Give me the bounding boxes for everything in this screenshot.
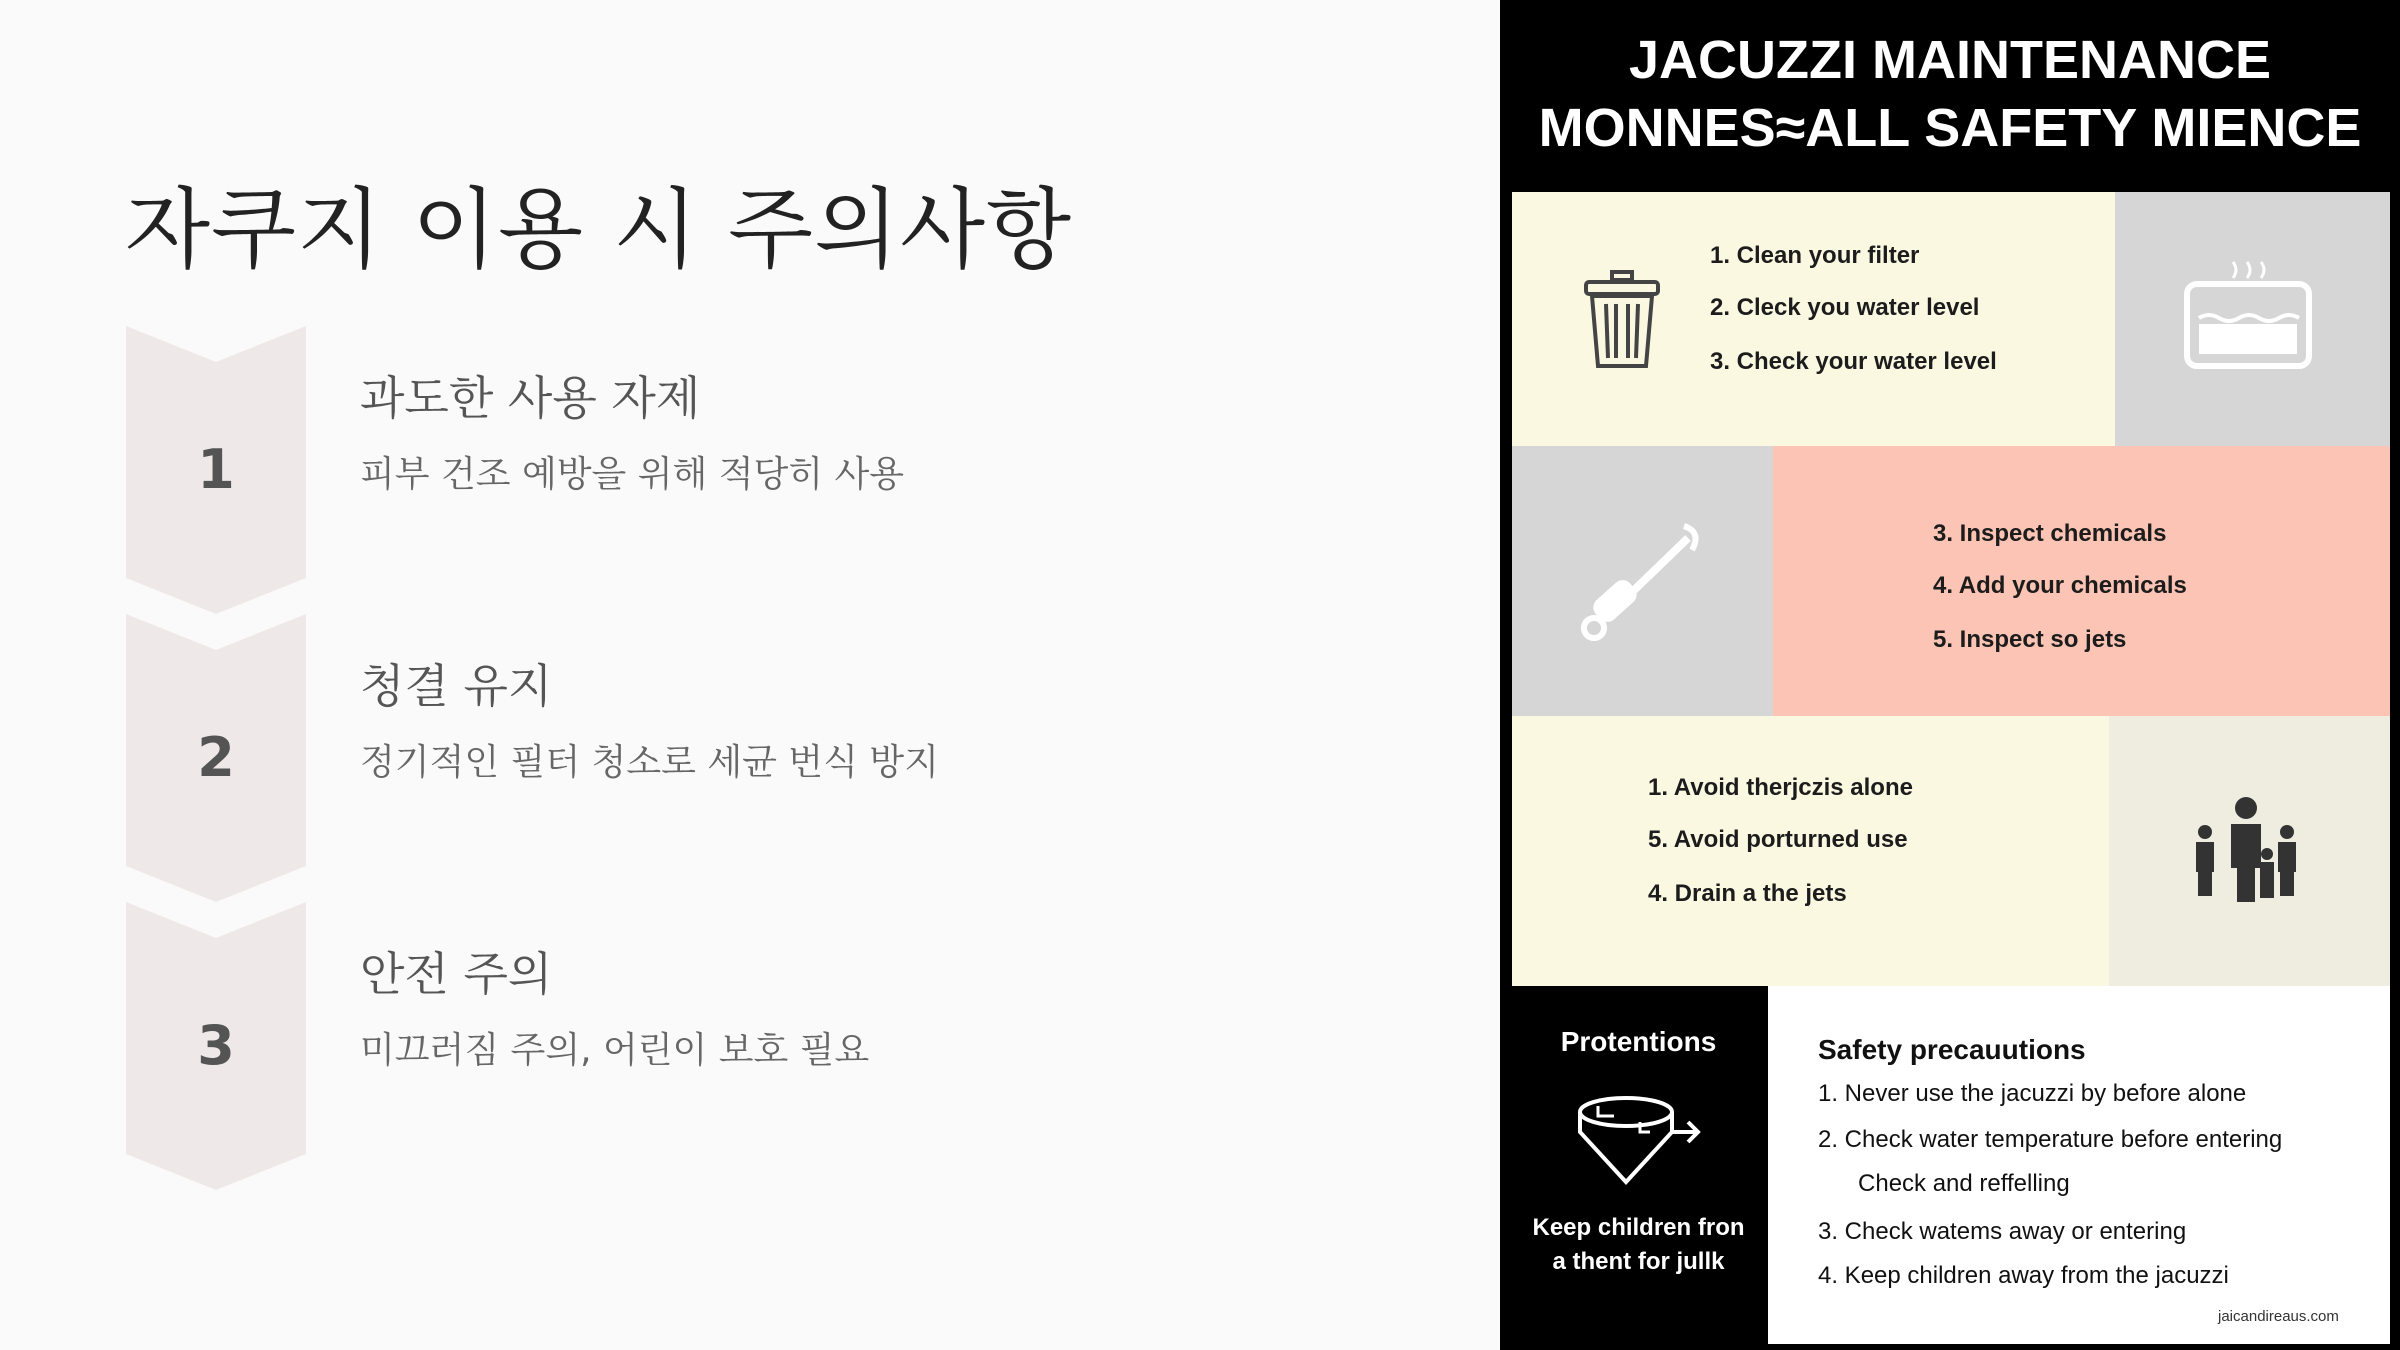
scrubber-icon: [1572, 516, 1712, 650]
poster-title-line1: JACUZZI MAINTENANCE: [1629, 30, 2271, 90]
protentions-panel: [1510, 986, 1767, 1344]
step-2-title: 청결 유지: [360, 659, 553, 713]
panel1-item-2: 2. Cleck you water level: [1710, 294, 1980, 321]
poster-image: [1500, 0, 2400, 1350]
panel-scrubber-image: [1512, 446, 1773, 716]
panel-bath-image: [2115, 192, 2390, 446]
poster-title: [1500, 26, 2400, 162]
panel-avoid: [1512, 716, 2109, 986]
safety-item-3: 3. Check watems away or entering: [1818, 1218, 2187, 1245]
bucket-icon: [1574, 1092, 1704, 1196]
safety-item-2b: Check and reffelling: [1818, 1170, 2070, 1197]
panel-family-image: [2109, 716, 2390, 986]
step-3-title: 안전 주의: [360, 947, 553, 1001]
slide-title: 자쿠지 이용 시 주의사항: [125, 178, 1072, 281]
panel3-item-2: 5. Avoid porturned use: [1648, 826, 1908, 853]
footer-url: jaicandireaus.com: [2218, 1308, 2339, 1325]
safety-title: Safety precauutions: [1818, 1034, 2086, 1065]
step-3-chevron: [126, 902, 306, 1190]
step-1-title: 과도한 사용 자제: [360, 371, 701, 425]
safety-item-1: 1. Never use the jacuzzi by before alone: [1818, 1080, 2247, 1107]
panel-chemicals: [1773, 446, 2390, 716]
protentions-title: Protentions: [1560, 1026, 1717, 1057]
family-icon: [2191, 796, 2301, 910]
step-2-desc: 정기적인 필터 청소로 세균 번식 방지: [360, 742, 939, 783]
step-3-number: 3: [197, 1014, 235, 1077]
step-2-number: 2: [197, 726, 235, 789]
panel2-item-2: 4. Add your chemicals: [1933, 572, 2187, 599]
panel2-item-3: 5. Inspect so jets: [1933, 626, 2127, 653]
panel2-item-1: 3. Inspect chemicals: [1933, 520, 2167, 547]
protentions-caption-1: Keep children fron: [1532, 1214, 1745, 1241]
panel1-item-1: 1. Clean your filter: [1710, 242, 1920, 269]
panel1-item-3: 3. Check your water level: [1710, 348, 1997, 375]
step-1-chevron: [126, 326, 306, 614]
safety-item-2: 2. Check water temperature before entering: [1818, 1126, 2283, 1153]
bathtub-icon: [2183, 260, 2313, 374]
step-2-chevron: [126, 614, 306, 902]
safety-panel: [1768, 986, 2390, 1344]
panel3-item-1: 1. Avoid therjczis alone: [1648, 774, 1913, 801]
panel3-item-3: 4. Drain a the jets: [1648, 880, 1847, 907]
trash-icon: [1582, 270, 1662, 374]
poster-title-line2: MONNES≈ALL SAFETY MIENCE: [1538, 98, 2362, 158]
step-3-desc: 미끄러짐 주의, 어린이 보호 필요: [360, 1030, 870, 1071]
panel-filter: [1512, 192, 2115, 446]
step-1-desc: 피부 건조 예방을 위해 적당히 사용: [360, 454, 905, 495]
protentions-caption-2: a thent for jullk: [1552, 1248, 1725, 1275]
step-1-number: 1: [197, 438, 235, 501]
safety-item-4: 4. Keep children away from the jacuzzi: [1818, 1262, 2229, 1289]
